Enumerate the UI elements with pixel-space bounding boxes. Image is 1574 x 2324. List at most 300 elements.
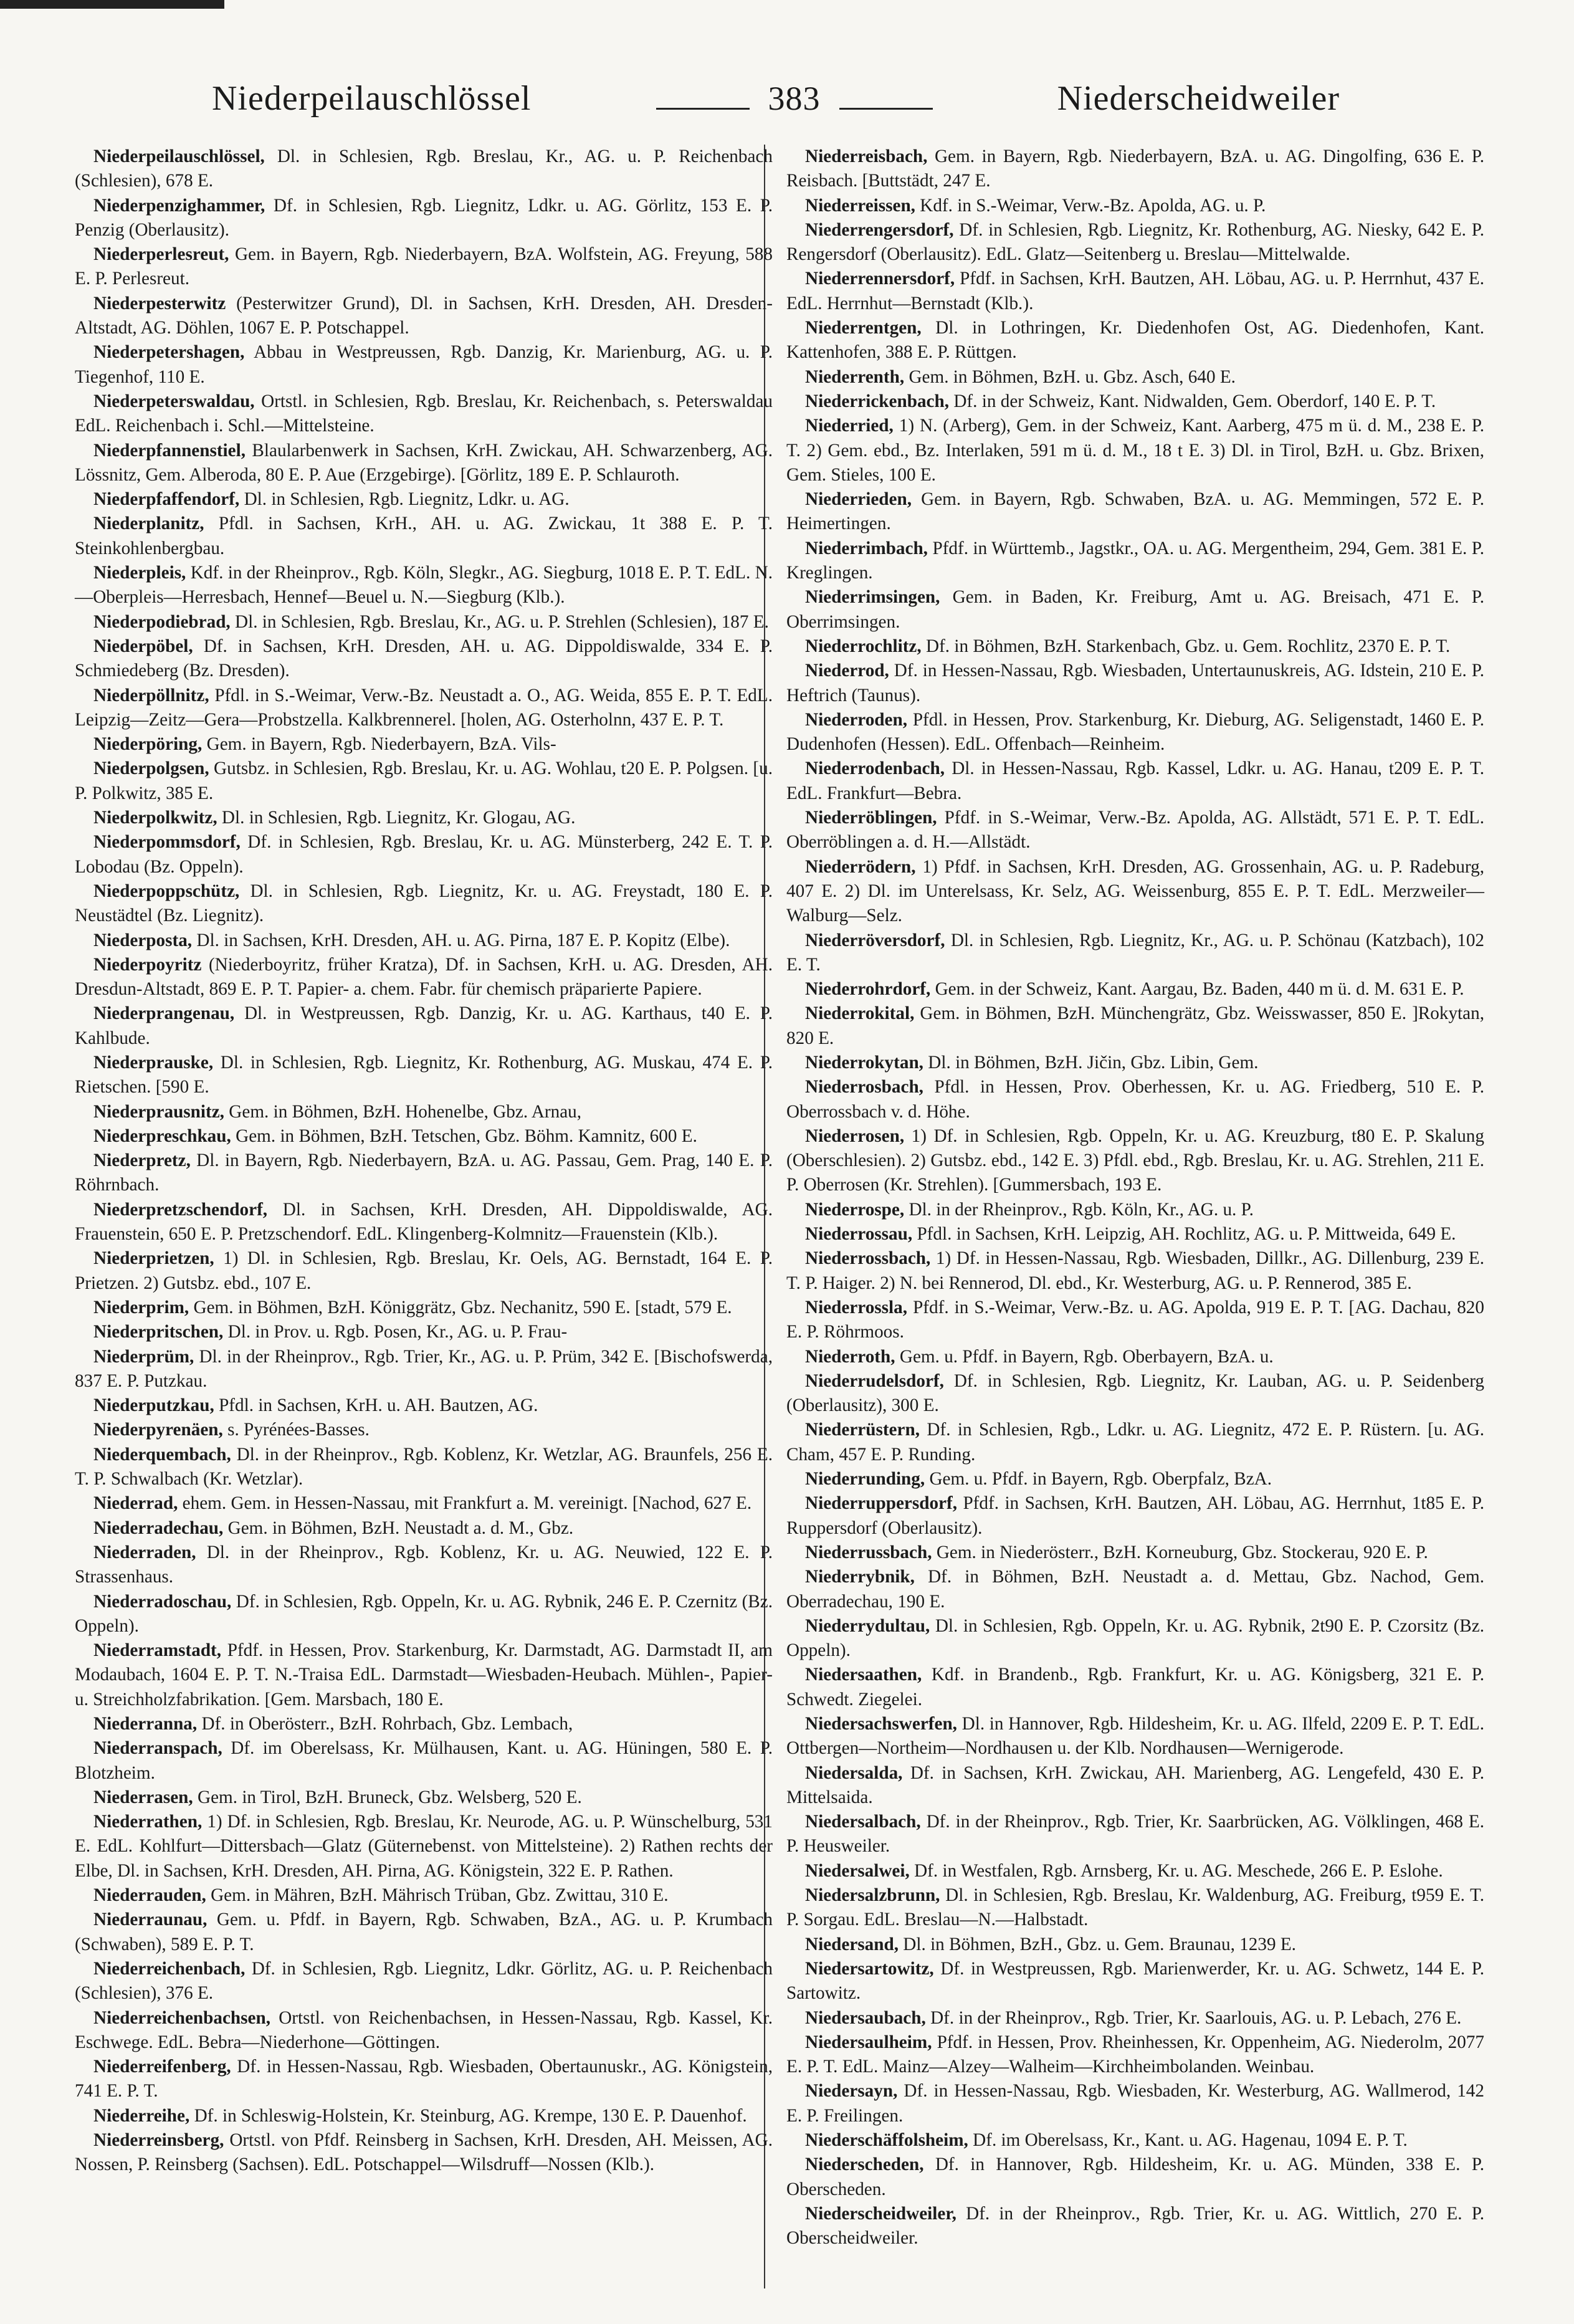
entry-headword: Niederpommsdorf, xyxy=(93,832,241,853)
entry-headword: Niederraunau, xyxy=(93,1910,207,1930)
entry-headword: Niederpoyritz xyxy=(93,954,202,975)
gazetteer-entry xyxy=(786,1296,1484,1345)
entry-text: Dl. in Schlesien, Rgb. Liegnitz, Kr., AG. u. P. Schönau (Katzbach), 102 E. T. xyxy=(786,930,1485,975)
gazetteer-entry xyxy=(75,1516,773,1541)
entry-text: Gem. in Böhmen, BzH. Tetschen, Gbz. Böhm. Kamnitz, 600 E. xyxy=(236,1126,697,1146)
gazetteer-entry xyxy=(786,708,1484,757)
entry-text: Df. in der Schweiz, Kant. Nidwalden, Gem. Oberdorf, 140 E. P. T. xyxy=(953,391,1436,411)
entry-headword: Niederrodenbach, xyxy=(805,758,945,779)
entry-text: Dl. in Schlesien, Rgb. Liegnitz, Ldkr. u. AG. xyxy=(244,489,570,510)
entry-headword: Niederpöllnitz, xyxy=(93,685,209,705)
entry-text: Df. in Westpreussen, Rgb. Marienwerder, Kr. u. AG. Schwetz, 144 E. P. Sartowitz. xyxy=(786,1958,1485,2004)
entry-headword: Niederpretz, xyxy=(93,1150,191,1171)
gazetteer-entry xyxy=(786,1418,1484,1467)
entry-headword: Niederscheidweiler, xyxy=(805,2203,956,2224)
gazetteer-entry xyxy=(75,1786,773,1810)
entry-headword: Niederradoschau, xyxy=(93,1591,232,1612)
entry-text: Gem. in Böhmen, BzH. Münchengrätz, Gbz. Weisswasser, 850 E. ]Rokytan, 820 E. xyxy=(786,1003,1485,1048)
gazetteer-entry xyxy=(75,242,773,292)
entry-headword: Niederreisbach, xyxy=(805,146,928,166)
entry-headword: Niederrödern, xyxy=(805,856,916,877)
gazetteer-entry xyxy=(75,340,773,390)
entry-text: Pfdf. in Sachsen, KrH. Bautzen, AH. Löbau, AG. u. P. Herrnhut, 437 E. EdL. Herrnhut—Bernstadt (Klb.). xyxy=(786,269,1484,313)
entry-text: Dl. in Böhmen, BzH., Gbz. u. Gem. Braunau, 1239 E. xyxy=(903,1934,1296,1954)
entry-headword: Niederplanitz, xyxy=(93,514,204,534)
gazetteer-entry xyxy=(75,1712,773,1736)
entry-text: Df. in Schleswig-Holstein, Kr. Steinburg, AG. Krempe, 130 E. P. Dauenhof. xyxy=(194,2105,747,2126)
entry-headword: Niederprausnitz, xyxy=(93,1101,224,1122)
entry-headword: Niedersalda, xyxy=(805,1762,903,1783)
entry-headword: Niederrossla, xyxy=(805,1297,908,1317)
entry-headword: Niederpreschkau, xyxy=(93,1126,231,1146)
gazetteer-entry xyxy=(786,414,1484,487)
entry-text: Df. in Schlesien, Rgb. Liegnitz, Ldkr. u. AG. Görlitz, 153 E. P. Penzig (Oberlausitz). xyxy=(75,195,773,240)
entry-headword: Niedersartowitz, xyxy=(805,1958,934,1979)
gazetteer-entry xyxy=(75,634,773,684)
gazetteer-entry xyxy=(786,806,1484,855)
entry-text: Df. in Böhmen, BzH. Starkenbach, Gbz. u. Gem. Rochlitz, 2370 E. P. T. xyxy=(925,636,1451,656)
entry-headword: Niederreissen, xyxy=(805,195,915,216)
entry-text: Dl. in Schlesien, Rgb. Liegnitz, Kr. Rothenburg, AG. Muskau, 474 E. P. Rietschen. [590 E. xyxy=(75,1052,773,1097)
entry-text: Df. im Oberelsass, Kr., Kant. u. AG. Hagenau, 1094 E. P. T. xyxy=(973,2130,1408,2151)
entry-headword: Niederrüstern, xyxy=(805,1420,920,1440)
entry-headword: Niederranna, xyxy=(93,1714,198,1734)
entry-headword: Niederprim, xyxy=(93,1297,189,1317)
header-left-title: Niederpeilauschlössel xyxy=(212,79,532,118)
entry-text: Dl. in Schlesien, Rgb. Breslau, Kr., AG. u. P. Reichenbach (Schlesien), 678 E. xyxy=(75,146,773,191)
entry-text: Pfdf. in S.-Weimar, Verw.-Bz. u. AG. Apolda, 919 E. P. T. [AG. Dachau, 820 E. P. Röhrmoos. xyxy=(786,1297,1484,1342)
gazetteer-entry xyxy=(786,1614,1484,1663)
entry-text: Dl. in Schlesien, Rgb. Liegnitz, Kr. Glogau, AG. xyxy=(221,808,576,828)
entry-text: Df. in Sachsen, KrH. Dresden, AH. u. AG. Dippoldiswalde, 334 E. P. Schmiedeberg (Bz. Dresden). xyxy=(75,636,773,681)
entry-text: Pfdl. in Sachsen, KrH. Leipzig, AH. Rochlitz, AG. u. P. Mittweida, 649 E. xyxy=(917,1224,1456,1245)
entry-headword: Niederried, xyxy=(805,416,894,436)
entry-text: Abbau in Westpreussen, Rgb. Danzig, Kr. Marienburg, AG. u. P. Tiegenhof, 110 E. xyxy=(75,342,773,387)
entry-headword: Niederrokytan, xyxy=(805,1052,923,1073)
entry-text: ehem. Gem. in Hessen-Nassau, mit Frankfurt a. M. vereinigt. [Nachod, 627 E. xyxy=(182,1493,752,1514)
entry-headword: Niedersaulheim, xyxy=(805,2032,932,2052)
entry-headword: Niederquembach, xyxy=(93,1444,231,1465)
header-right-title: Niederscheidweiler xyxy=(1057,79,1340,118)
gazetteer-entry xyxy=(786,2202,1484,2251)
entry-headword: Niederpleis, xyxy=(93,563,186,583)
gazetteer-entry xyxy=(786,1957,1484,2006)
entry-headword: Niederröversdorf, xyxy=(805,930,945,950)
entry-headword: Niederrenth, xyxy=(805,366,905,387)
gazetteer-entry xyxy=(786,1051,1484,1075)
gazetteer-entry xyxy=(75,2006,773,2055)
gazetteer-entry xyxy=(786,1541,1484,1565)
gazetteer-entry xyxy=(786,1933,1484,1957)
entry-headword: Niederreichenbachsen, xyxy=(93,2007,271,2028)
gazetteer-entry xyxy=(786,1565,1484,1614)
gazetteer-entry xyxy=(786,634,1484,659)
gazetteer-entry xyxy=(75,1443,773,1492)
entry-headword: Niederrossau, xyxy=(805,1224,913,1245)
entry-headword: Niederrossbach, xyxy=(805,1248,931,1269)
entry-headword: Niederperlesreut, xyxy=(93,244,229,265)
gazetteer-entry xyxy=(786,929,1484,978)
gazetteer-entry xyxy=(75,1810,773,1883)
gazetteer-entry xyxy=(75,1541,773,1590)
gazetteer-entry xyxy=(75,1883,773,1908)
entry-text: Dl. in Hannover, Rgb. Hildesheim, Kr. u. AG. Ilfeld, 2209 E. P. T. EdL. Ottbergen—Northeim—Nordhausen u. der Klb. Nordhausen—Wernigerode. xyxy=(786,1714,1484,1759)
entry-text: 1) Dl. in Schlesien, Rgb. Breslau, Kr. Oels, AG. Bernstadt, 164 E. P. Prietzen. 2) Gutsbz. ebd., 107 E. xyxy=(75,1248,773,1293)
entry-text: Df. in Schlesien, Rgb. Oppeln, Kr. u. AG. Rybnik, 246 E. P. Czernitz (Bz. Oppeln). xyxy=(75,1591,773,1636)
entry-text: Df. in Böhmen, BzH. Neustadt a. d. Mettau, Gbz. Nachod, Gem. Oberradechau, 190 E. xyxy=(786,1567,1484,1612)
gazetteer-entry xyxy=(75,953,773,1002)
entry-text: s. Pyrénées-Basses. xyxy=(227,1420,370,1440)
entry-text: (Niederboyritz, früher Kratza), Df. in Sachsen, KrH. u. AG. Dresden, AH. Dresdun-Altstadt, 869 E. P. T. Papier- a. chem. Fabr. für chemisch präparierte Papiere. xyxy=(75,954,773,1000)
entry-headword: Niederrathen, xyxy=(93,1812,203,1832)
gazetteer-entry xyxy=(75,879,773,929)
entry-text: Dl. in der Rheinprov., Rgb. Koblenz, Kr. u. AG. Neuwied, 122 E. P. Strassenhaus. xyxy=(75,1542,773,1587)
entry-headword: Niederpfannenstiel, xyxy=(93,440,246,461)
right-column xyxy=(786,145,1484,2251)
gazetteer-entry xyxy=(786,1663,1484,1712)
gazetteer-entry xyxy=(786,1124,1484,1198)
entry-text: Dl. in Schlesien, Rgb. Breslau, Kr. Waldenburg, AG. Freiburg, t959 E. T. P. Sorgau. EdL. Breslau—N.—Halbstadt. xyxy=(786,1885,1485,1930)
entry-headword: Niederrieden, xyxy=(805,489,912,510)
entry-text: Dl. in Sachsen, KrH. Dresden, AH. u. AG. Pirna, 187 E. P. Kopitz (Elbe). xyxy=(196,930,730,950)
gazetteer-entry xyxy=(786,2030,1484,2080)
gazetteer-entry xyxy=(75,1149,773,1198)
header-dash-left xyxy=(656,108,750,110)
gazetteer-entry xyxy=(786,390,1484,414)
gazetteer-entry xyxy=(75,1051,773,1100)
entry-headword: Niederramstadt, xyxy=(93,1640,222,1661)
entry-text: Gem. in Böhmen, BzH. Hohenelbe, Gbz. Arnau, xyxy=(229,1101,582,1122)
entry-text: Df. in Schlesien, Rgb. Liegnitz, Ldkr. Görlitz, AG. u. P. Reichenbach (Schlesien), 376 E. xyxy=(75,1958,773,2004)
entry-text: Df. in Schlesien, Rgb. Liegnitz, Kr. Lauban, AG. u. P. Seidenberg (Oberlausitz), 300 E. xyxy=(786,1370,1485,1416)
header-dash-right xyxy=(839,108,933,110)
entry-headword: Niederprauske, xyxy=(93,1052,214,1073)
entry-headword: Niedersand, xyxy=(805,1934,899,1954)
entry-text: 1) Df. in Hessen-Nassau, Rgb. Wiesbaden, Dillkr., AG. Dillenburg, 239 E. T. P. Haiger. 2) N. bei Rennerod, Dl. ebd., Kr. Westerburg, AG. u. P. Rennerod, 385 E. xyxy=(786,1248,1485,1293)
entry-headword: Niederraden, xyxy=(93,1542,196,1562)
gazetteer-entry xyxy=(786,1761,1484,1810)
entry-text: Gem. in Tirol, BzH. Bruneck, Gbz. Welsberg, 520 E. xyxy=(197,1787,582,1807)
entry-text: Gem. in Bayern, Rgb. Niederbayern, BzA. u. AG. Dingolfing, 636 E. P. Reisbach. [Buttstädt, 247 E. xyxy=(786,146,1485,191)
gazetteer-entry xyxy=(75,194,773,243)
entry-headword: Niedersachswerfen, xyxy=(805,1714,957,1734)
gazetteer-entry xyxy=(786,585,1484,634)
gazetteer-entry xyxy=(786,659,1484,708)
entry-text: Df. in Hessen-Nassau, Rgb. Wiesbaden, Kr. Westerburg, AG. Wallmerod, 142 E. P. Freilingen. xyxy=(786,2081,1484,2126)
gazetteer-entry xyxy=(786,267,1484,316)
entry-headword: Niederrickenbach, xyxy=(805,391,950,411)
gazetteer-entry xyxy=(786,487,1484,537)
gazetteer-entry xyxy=(75,487,773,512)
entry-text: Gutsbz. in Schlesien, Rgb. Breslau, Kr. u. AG. Wohlau, t20 E. P. Polgsen. [u. P. Polkwitz, 385 E. xyxy=(75,758,773,803)
gazetteer-entry xyxy=(75,512,773,561)
entry-text: Df. in Schlesien, Rgb. Liegnitz, Kr. Rothenburg, AG. Niesky, 642 E. P. Rengersdorf (Oberlausitz). EdL. Glatz—Seitenberg u. Breslau—Mittelwalde. xyxy=(786,219,1484,265)
entry-headword: Niederposta, xyxy=(93,930,193,950)
gazetteer-entry xyxy=(75,1957,773,2006)
gazetteer-entry xyxy=(75,1345,773,1394)
entry-headword: Niedersaathen, xyxy=(805,1665,922,1685)
entry-text: Gem. in Bayern, Rgb. Schwaben, BzA. u. AG. Memmingen, 572 E. P. Heimertingen. xyxy=(786,489,1484,534)
gazetteer-entry xyxy=(75,1246,773,1296)
entry-headword: Niederrasen, xyxy=(93,1787,193,1807)
entry-text: Dl. in der Rheinprov., Rgb. Trier, Kr., AG. u. P. Prüm, 342 E. [Bischofswerda, 837 E. P. Putzkau. xyxy=(75,1346,773,1391)
entry-text: Dl. in Hessen-Nassau, Rgb. Kassel, Ldkr. u. AG. Hanau, t209 E. P. T. EdL. Frankfurt—Bebra. xyxy=(786,758,1485,803)
gazetteer-entry xyxy=(786,365,1484,390)
entry-headword: Niederpetershagen, xyxy=(93,342,245,363)
entry-text: Dl. in Prov. u. Rgb. Posen, Kr., AG. u. P. Frau- xyxy=(227,1322,568,1342)
entry-headword: Niederrussbach, xyxy=(805,1542,932,1562)
entry-text: Df. in Hannover, Rgb. Hildesheim, Kr. u. AG. Münden, 338 E. P. Oberscheden. xyxy=(786,2154,1484,2199)
entry-headword: Niederpodiebrad, xyxy=(93,611,231,632)
gazetteer-entry xyxy=(75,732,773,757)
gazetteer-entry xyxy=(75,684,773,733)
gazetteer-entry xyxy=(75,1638,773,1712)
gazetteer-entry xyxy=(75,1296,773,1320)
entry-text: Gem. u. Pfdf. in Bayern, Rgb. Oberpfalz, BzA. xyxy=(929,1469,1272,1490)
entry-headword: Niederrohrdorf, xyxy=(805,979,931,1000)
gazetteer-entry xyxy=(786,2006,1484,2030)
gazetteer-entry xyxy=(786,855,1484,929)
entry-text: Dl. in Böhmen, BzH. Jičin, Gbz. Libin, Gem. xyxy=(928,1052,1259,1073)
entry-headword: Niederranspach, xyxy=(93,1738,222,1759)
entry-text: Df. in der Rheinprov., Rgb. Trier, Kr. Saarbrücken, AG. Völklingen, 468 E. P. Heusweiler. xyxy=(786,1812,1484,1857)
gazetteer-entry xyxy=(786,1198,1484,1222)
gazetteer-entry xyxy=(786,1491,1484,1541)
gazetteer-entry xyxy=(75,1394,773,1418)
gazetteer-entry xyxy=(75,757,773,806)
gazetteer-entry xyxy=(786,1369,1484,1418)
gazetteer-entry xyxy=(75,1198,773,1247)
entry-headword: Niederruppersdorf, xyxy=(805,1493,958,1514)
entry-text: Gem. in Niederösterr., BzH. Korneuburg, Gbz. Stockerau, 920 E. P. xyxy=(936,1542,1428,1562)
entry-headword: Niederrybnik, xyxy=(805,1567,915,1587)
gazetteer-entry xyxy=(786,218,1484,267)
entry-text: Pfdl. in Sachsen, KrH. u. AH. Bautzen, AG. xyxy=(219,1395,538,1416)
entry-text: Gem. in Bayern, Rgb. Niederbayern, BzA. Wolfstein, AG. Freyung, 588 E. P. Perlesreut. xyxy=(75,244,773,289)
entry-text: Gem. u. Pfdf. in Bayern, Rgb. Oberbayern, BzA. u. xyxy=(899,1346,1274,1367)
gazetteer-entry xyxy=(75,929,773,953)
entry-text: Dl. in Westpreussen, Rgb. Danzig, Kr. u. AG. Karthaus, t40 E. P. Kahlbude. xyxy=(75,1003,773,1048)
entry-text: Gem. in der Schweiz, Kant. Aargau, Bz. Baden, 440 m ü. d. M. 631 E. P. xyxy=(935,979,1464,1000)
entry-headword: Niederpeterswaldau, xyxy=(93,391,255,411)
entry-text: Gem. in Baden, Kr. Freiburg, Amt u. AG. Breisach, 471 E. P. Oberrimsingen. xyxy=(786,587,1484,632)
entry-text: Df. in Westfalen, Rgb. Arnsberg, Kr. u. AG. Meschede, 266 E. P. Eslohe. xyxy=(914,1860,1443,1881)
entry-headword: Niederrochlitz, xyxy=(805,636,922,656)
entry-headword: Niederrosen, xyxy=(805,1126,905,1146)
gazetteer-entry xyxy=(75,1491,773,1516)
gazetteer-entry xyxy=(786,2079,1484,2128)
gazetteer-entry xyxy=(786,145,1484,194)
entry-text: Gem. in Mähren, BzH. Mährisch Trüban, Gbz. Zwittau, 310 E. xyxy=(211,1885,669,1906)
gazetteer-entry xyxy=(75,1908,773,1957)
gazetteer-entry xyxy=(786,1883,1484,1933)
entry-text: 1) N. (Arberg), Gem. in der Schweiz, Kant. Aarberg, 475 m ü. d. M., 238 E. P. T. 2) Gem. ebd., Bz. Interlaken, 591 m ü. d. M., 18 t E. 3) Dl. in Tirol, BzH. u. Gbz. Brixen, Gem. Stieles, 100 E. xyxy=(786,416,1484,485)
entry-headword: Niederrauden, xyxy=(93,1885,206,1906)
entry-text: Ortstl. von Pfdf. Reinsberg in Sachsen, KrH. Dresden, AH. Meissen, AG. Nossen, P. Reinsberg (Sachsen). EdL. Potschappel—Wilsdruff—Nossen (Klb.). xyxy=(75,2130,773,2175)
entry-text: Dl. in Bayern, Rgb. Niederbayern, BzA. u. AG. Passau, Gem. Prag, 140 E. P. Röhrnbach. xyxy=(75,1150,773,1195)
entry-headword: Niederrad, xyxy=(93,1493,178,1514)
gazetteer-entry xyxy=(75,1100,773,1124)
entry-headword: Niederrod, xyxy=(805,661,889,681)
gazetteer-entry xyxy=(75,610,773,634)
entry-headword: Niederröblingen, xyxy=(805,808,937,828)
gazetteer-entry xyxy=(75,1418,773,1442)
entry-text: Df. in Schlesien, Rgb. Breslau, Kr. u. AG. Münsterberg, 242 E. T. P. Lobodau (Bz. Oppeln). xyxy=(75,832,773,877)
gazetteer-entry xyxy=(75,1320,773,1344)
entry-headword: Niedersaubach, xyxy=(805,2007,926,2028)
left-column xyxy=(75,145,773,2178)
scan-edge-mark xyxy=(0,0,224,9)
gazetteer-entry xyxy=(786,1345,1484,1369)
gazetteer-entry xyxy=(75,806,773,830)
entry-headword: Niederpolkwitz, xyxy=(93,808,217,828)
entry-headword: Niederschäffolsheim, xyxy=(805,2130,968,2151)
gazetteer-entry xyxy=(786,1002,1484,1051)
gazetteer-entry xyxy=(75,292,773,341)
entry-headword: Niederscheden, xyxy=(805,2154,924,2175)
entry-text: Df. in Sachsen, KrH. Zwickau, AH. Marienberg, AG. Lengefeld, 430 E. P. Mittelsaida. xyxy=(786,1762,1485,1807)
gazetteer-entry xyxy=(786,2153,1484,2202)
entry-text: Blaularbenwerk in Sachsen, KrH. Zwickau, AH. Schwarzenberg, AG. Lössnitz, Gem. Alberoda, 80 E. P. Aue (Erzgebirge). [Görlitz, 189 E. P. Schlauroth. xyxy=(75,440,773,485)
entry-text: Dl. in der Rheinprov., Rgb. Koblenz, Kr. Wetzlar, AG. Braunfels, 256 E. T. P. Schwalbach (Kr. Wetzlar). xyxy=(75,1444,773,1490)
entry-text: Pfdf. in Sachsen, KrH. Bautzen, AH. Löbau, AG. Herrnhut, 1t85 E. P. Ruppersdorf (Oberlausitz). xyxy=(786,1493,1484,1538)
entry-headword: Niederprietzen, xyxy=(93,1248,214,1269)
gazetteer-entry xyxy=(786,1810,1484,1859)
entry-headword: Niederprangenau, xyxy=(93,1003,235,1024)
entry-headword: Niederrospe, xyxy=(805,1199,905,1220)
gazetteer-entry xyxy=(75,439,773,488)
entry-headword: Niederrokital, xyxy=(805,1003,915,1024)
entry-headword: Niederpesterwitz xyxy=(93,293,226,313)
entry-text: Pfdl. in Sachsen, KrH., AH. u. AG. Zwickau, 1t 388 E. P. T. Steinkohlenbergbau. xyxy=(75,514,773,558)
entry-text: Pfdf. in Württemb., Jagstkr., OA. u. AG. Mergentheim, 294, Gem. 381 E. P. Kreglingen. xyxy=(786,538,1485,583)
entry-headword: Niederpöbel, xyxy=(93,636,193,656)
entry-headword: Niedersalbach, xyxy=(805,1812,921,1832)
entry-headword: Niederprüm, xyxy=(93,1346,194,1367)
entry-text: Df. in Hessen-Nassau, Rgb. Wiesbaden, Obertaunuskr., AG. Königstein, 741 E. P. T. xyxy=(75,2057,773,2102)
gazetteer-entry xyxy=(75,1124,773,1149)
entry-text: Dl. in der Rheinprov., Rgb. Köln, Kr., AG. u. P. xyxy=(909,1199,1254,1220)
gazetteer-entry xyxy=(786,537,1484,586)
entry-headword: Niederpyrenäen, xyxy=(93,1420,223,1440)
entry-headword: Niederradechau, xyxy=(93,1518,224,1538)
entry-text: Dl. in Lothringen, Kr. Diedenhofen Ost, AG. Diedenhofen, Kant. Kattenhofen, 388 E. P. Rüttgen. xyxy=(786,318,1485,363)
entry-headword: Niederpretzschendorf, xyxy=(93,1199,268,1220)
entry-text: Dl. in Schlesien, Rgb. Breslau, Kr., AG. u. P. Strehlen (Schlesien), 187 E. xyxy=(235,611,769,632)
entry-headword: Niederreifenberg, xyxy=(93,2057,231,2077)
entry-headword: Niederreichenbach, xyxy=(93,1958,246,1979)
gazetteer-entry xyxy=(786,1467,1484,1491)
entry-text: (Pesterwitzer Grund), Dl. in Sachsen, KrH. Dresden, AH. Dresden-Altstadt, AG. Döhlen, 1067 E. P. Potschappel. xyxy=(75,293,773,338)
entry-headword: Niedersalzbrunn, xyxy=(805,1885,940,1906)
page-number: 383 xyxy=(768,80,821,117)
gazetteer-entry xyxy=(75,561,773,610)
gazetteer-entry xyxy=(786,1712,1484,1761)
gazetteer-entry xyxy=(75,830,773,879)
entry-text: Df. in der Rheinprov., Rgb. Trier, Kr. u. AG. Wittlich, 270 E. P. Oberscheidweiler. xyxy=(786,2203,1484,2249)
entry-text: Pfdl. in S.-Weimar, Verw.-Bz. Neustadt a. O., AG. Weida, 855 E. P. T. EdL. Leipzig—Zeitz—Gera—Probstzella. Kalkbrennerel. [holen, AG. Osterholnn, 437 E. P. T. xyxy=(75,685,773,730)
entry-headword: Niederroden, xyxy=(805,709,908,730)
entry-headword: Niederroth, xyxy=(805,1346,895,1367)
gazetteer-entry xyxy=(75,1736,773,1786)
entry-text: Kdf. in S.-Weimar, Verw.-Bz. Apolda, AG. u. P. xyxy=(920,195,1266,216)
entry-headword: Niedersayn, xyxy=(805,2081,898,2102)
entry-text: Dl. in Sachsen, KrH. Dresden, AH. Dippoldiswalde, AG. Frauenstein, 650 E. P. Pretzschendorf. EdL. Klingenberg-Kolmnitz—Frauenstein (Klb.). xyxy=(75,1199,773,1245)
entry-headword: Niederpritschen, xyxy=(93,1322,224,1342)
entry-headword: Niederrennersdorf, xyxy=(805,269,955,289)
header-center xyxy=(637,79,952,118)
gazetteer-entry xyxy=(75,1002,773,1051)
entry-text: 1) Df. in Schlesien, Rgb. Breslau, Kr. Neurode, AG. u. P. Wünschelburg, 531 E. EdL. Kohlfurt—Dittersbach—Glatz (Güternebenst. von Mittelsteine). 2) Rathen rechts der Elbe, Dl. in Sachsen, KrH. Dresden, AH. Pirna, AG. Königstein, 322 E. P. Rathen. xyxy=(75,1812,773,1881)
entry-headword: Niederpenzighammer, xyxy=(93,195,265,216)
entry-text: 1) Df. in Schlesien, Rgb. Oppeln, Kr. u. AG. Kreuzburg, t80 E. P. Skalung (Oberschlesien). 2) Gutsbz. ebd., 142 E. 3) Pfdl. ebd., Rgb. Breslau, Kr. u. AG. Strehlen, 211 E. P. Oberrosen (Kr. Strehlen). [Gummersbach, 193 E. xyxy=(786,1126,1484,1195)
entry-headword: Niederpfaffendorf, xyxy=(93,489,240,510)
entry-headword: Niederrengersdorf, xyxy=(805,219,954,240)
entry-text: Gem. in Bayern, Rgb. Niederbayern, BzA. Vils- xyxy=(206,734,556,755)
entry-text: Gem. in Böhmen, BzH. Königgrätz, Gbz. Nechanitz, 590 E. [stadt, 579 E. xyxy=(193,1297,732,1317)
entry-text: Gem. in Böhmen, BzH. u. Gbz. Asch, 640 E. xyxy=(909,366,1236,387)
entry-text: Pfdf. in Hessen, Prov. Starkenburg, Kr. Darmstadt, AG. Darmstadt II, am Modaubach, 1604 E. P. T. N.-Traisa EdL. Darmstadt—Wiesbaden-Heubach. Mühlen-, Papier- u. Streichholzfabrikation. [Gem. Marsbach, 180 E. xyxy=(75,1640,773,1710)
gazetteer-entry xyxy=(75,2055,773,2104)
entry-headword: Niederreinsberg, xyxy=(93,2130,224,2151)
entry-headword: Niederrosbach, xyxy=(805,1077,923,1097)
entry-headword: Niederpöring, xyxy=(93,734,203,755)
gazetteer-entry xyxy=(786,1246,1484,1296)
gazetteer-entry xyxy=(786,757,1484,806)
entry-text: Df. im Oberelsass, Kr. Mülhausen, Kant. u. AG. Hüningen, 580 E. P. Blotzheim. xyxy=(75,1738,773,1783)
entry-headword: Niederrimsingen, xyxy=(805,587,940,608)
gazetteer-entry xyxy=(786,977,1484,1002)
gazetteer-entry xyxy=(75,2104,773,2128)
entry-headword: Niederreihe, xyxy=(93,2105,190,2126)
entry-text: Df. in Hessen-Nassau, Rgb. Wiesbaden, Untertaunuskreis, AG. Idstein, 210 E. P. Heftrich (Taunus). xyxy=(786,661,1484,705)
gazetteer-entry xyxy=(75,1590,773,1639)
entry-headword: Niederrunding, xyxy=(805,1469,925,1490)
gazetteer-entry xyxy=(786,1075,1484,1124)
entry-text: 1) Pfdf. in Sachsen, KrH. Dresden, AG. Grossenhain, AG. u. P. Radeburg, 407 E. 2) Dl. im Unterelsass, Kr. Selz, AG. Weissenburg, 855 E. P. T. EdL. Merzweiler—Walburg—Selz. xyxy=(786,856,1484,926)
entry-headword: Niederpoppschütz, xyxy=(93,881,240,901)
entry-headword: Niederrentgen, xyxy=(805,318,922,338)
entry-headword: Niederrydultau, xyxy=(805,1615,930,1636)
entry-headword: Niederpeilauschlössel, xyxy=(93,146,265,166)
entry-text: Dl. in Schlesien, Rgb. Liegnitz, Kr. u. AG. Freystadt, 180 E. P. Neustädtel (Bz. Liegnitz). xyxy=(75,881,773,926)
gazetteer-entry xyxy=(786,194,1484,218)
page-header xyxy=(212,74,1340,123)
entry-text: Dl. in Schlesien, Rgb. Oppeln, Kr. u. AG. Rybnik, 2t90 E. P. Czorsitz (Bz. Oppeln). xyxy=(786,1615,1485,1661)
entry-text: Kdf. in Brandenb., Rgb. Frankfurt, Kr. u. AG. Königsberg, 321 E. P. Schwedt. Ziegelei. xyxy=(786,1665,1484,1710)
gazetteer-entry xyxy=(75,145,773,194)
entry-text: Ortstl. von Reichenbachsen, in Hessen-Nassau, Rgb. Kassel, Kr. Eschwege. EdL. Bebra—Niederhone—Göttingen. xyxy=(75,2007,773,2052)
entry-headword: Niederpolgsen, xyxy=(93,758,209,779)
entry-text: Pfdf. in S.-Weimar, Verw.-Bz. Apolda, AG. Allstädt, 571 E. P. T. EdL. Oberröblingen a. d. H.—Allstädt. xyxy=(786,808,1484,853)
entry-text: Pfdl. in Hessen, Prov. Oberhessen, Kr. u. AG. Friedberg, 510 E. P. Oberrossbach v. d. Höhe. xyxy=(786,1077,1484,1122)
gazetteer-entry xyxy=(75,390,773,439)
entry-text: Gem. u. Pfdf. in Bayern, Rgb. Schwaben, BzA., AG. u. P. Krumbach (Schwaben), 589 E. P. T. xyxy=(75,1910,773,1954)
entry-text: Kdf. in der Rheinprov., Rgb. Köln, Slegkr., AG. Siegburg, 1018 E. P. T. EdL. N.—Oberpleis—Herresbach, Hennef—Beuel u. N.—Siegburg (Klb.). xyxy=(75,563,773,608)
entry-headword: Niedersalwei, xyxy=(805,1860,910,1881)
gazetteer-entry xyxy=(786,316,1484,365)
entry-text: Ortstl. in Schlesien, Rgb. Breslau, Kr. Reichenbach, s. Peterswaldau EdL. Reichenbach i. Schl.—Mittelsteine. xyxy=(75,391,773,436)
entry-headword: Niederrudelsdorf, xyxy=(805,1370,944,1391)
entry-headword: Niederrimbach, xyxy=(805,538,928,558)
entry-text: Df. in der Rheinprov., Rgb. Trier, Kr. Saarlouis, AG. u. P. Lebach, 276 E. xyxy=(930,2007,1462,2028)
entry-text: Gem. in Böhmen, BzH. Neustadt a. d. M., Gbz. xyxy=(227,1518,574,1538)
gazetteer-entry xyxy=(786,1859,1484,1883)
entry-text: Pfdf. in Hessen, Prov. Rheinhessen, Kr. Oppenheim, AG. Niederolm, 2077 E. P. T. EdL. Mainz—Alzey—Walheim—Kirchheimbolanden. Weinbau. xyxy=(786,2032,1484,2077)
entry-text: Pfdl. in Hessen, Prov. Starkenburg, Kr. Dieburg, AG. Seligenstadt, 1460 E. P. Dudenhofen (Hessen). EdL. Offenbach—Reinheim. xyxy=(786,709,1485,755)
gazetteer-entry xyxy=(786,1222,1484,1246)
gazetteer-entry xyxy=(75,2128,773,2178)
